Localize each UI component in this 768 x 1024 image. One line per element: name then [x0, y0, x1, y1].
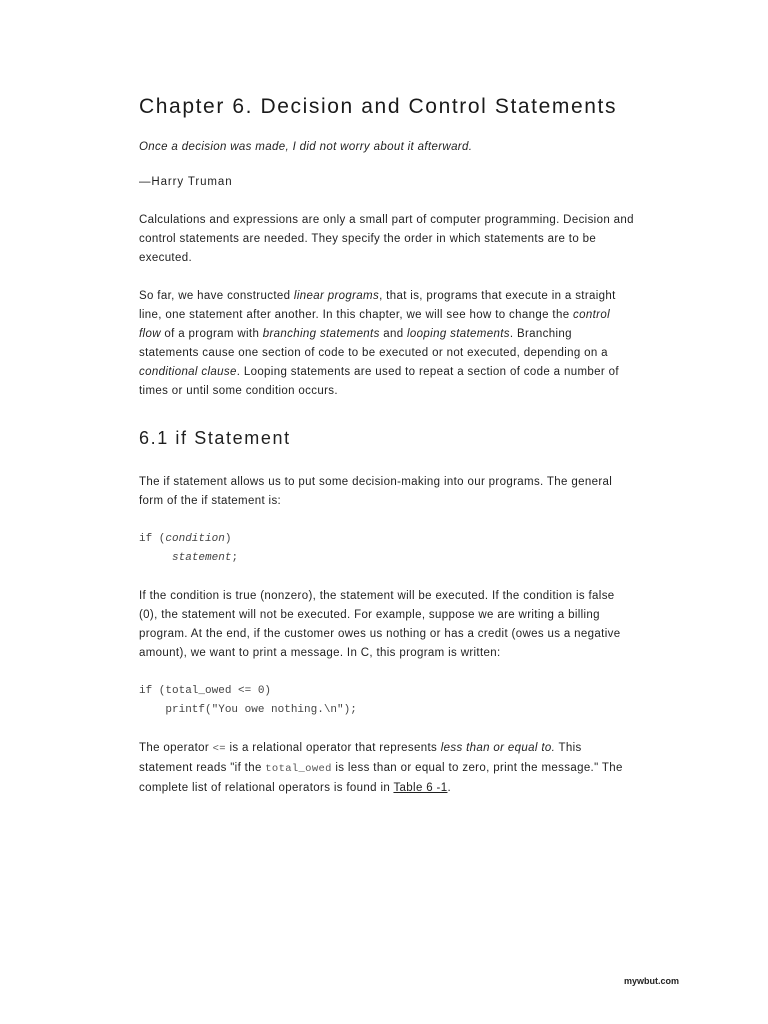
text-run: is a relational operator that represents [225, 742, 441, 754]
text-run: , that is, programs that execute in a straight line, one statement after another. In this chapter, we will see how to change the [139, 290, 616, 321]
table-reference-link[interactable]: Table 6 -1 [393, 782, 448, 794]
term-conditional-clause: conditional clause [139, 366, 237, 378]
text-run: This statement reads "if the [139, 742, 582, 774]
text-run: of a program with [160, 328, 263, 340]
epigraph-quote: Once a decision was made, I did not worry about it afterward. [139, 141, 473, 153]
control-flow-paragraph [139, 287, 634, 401]
term-control-flow: control flow [139, 309, 610, 340]
chapter-title: Chapter 6. Decision and Control Statements [139, 95, 618, 118]
code-block-example: if (total_owed <= 0) printf("You owe nothing.\n"); [139, 685, 357, 716]
code-condition: condition [165, 533, 225, 545]
section-intro-paragraph: The if statement allows us to put some decision-making into our programs. The general form of the if statement is: [139, 476, 613, 507]
code-keyword: if ( [139, 533, 166, 545]
operator-code: <= [212, 743, 226, 755]
operator-paragraph [139, 739, 634, 798]
footer-brand-text: mywbut.com [624, 976, 680, 986]
text-run: . [447, 782, 452, 794]
code-statement: statement [172, 552, 232, 564]
intro-paragraph: Calculations and expressions are only a small part of computer programming. Decision and control statements are needed. They specify the order in which statements are to be executed. [139, 214, 634, 264]
term-less-than-or-equal: less than or equal to. [440, 742, 556, 754]
term-linear-programs: linear programs [293, 290, 380, 302]
code-semicolon: ; [231, 552, 239, 564]
term-looping-statements: looping statements [407, 328, 510, 340]
variable-code: total_owed [265, 763, 332, 775]
text-run: So far, we have constructed [139, 290, 294, 302]
text-run: is less than or equal to zero, print the message." The complete list of relational operators is found in [139, 762, 623, 794]
term-branching-statements: branching statements [262, 328, 380, 340]
code-block-general-form [139, 530, 634, 568]
section-title: 6.1 if Statement [139, 428, 291, 448]
code-close-paren: ) [224, 533, 232, 545]
condition-explanation-paragraph: If the condition is true (nonzero), the statement will be executed. If the condition is false (0), the statement will not be executed. For example, suppose we are writing a billing program. At the end, if the customer owes us nothing or has a credit (owes us a negative amount), we want to print a message. In C, this program is written: [139, 590, 621, 659]
document-page [139, 88, 634, 798]
text-run: The operator [139, 742, 213, 754]
text-run: and [379, 328, 408, 340]
text-run: . Branching statements cause one section of code to be executed or not executed, depending on a [139, 328, 608, 359]
code-indent [139, 552, 172, 564]
text-run: . Looping statements are used to repeat a section of code a number of times or until some condition occurs. [139, 366, 619, 397]
epigraph-attribution: —Harry Truman [139, 176, 233, 188]
